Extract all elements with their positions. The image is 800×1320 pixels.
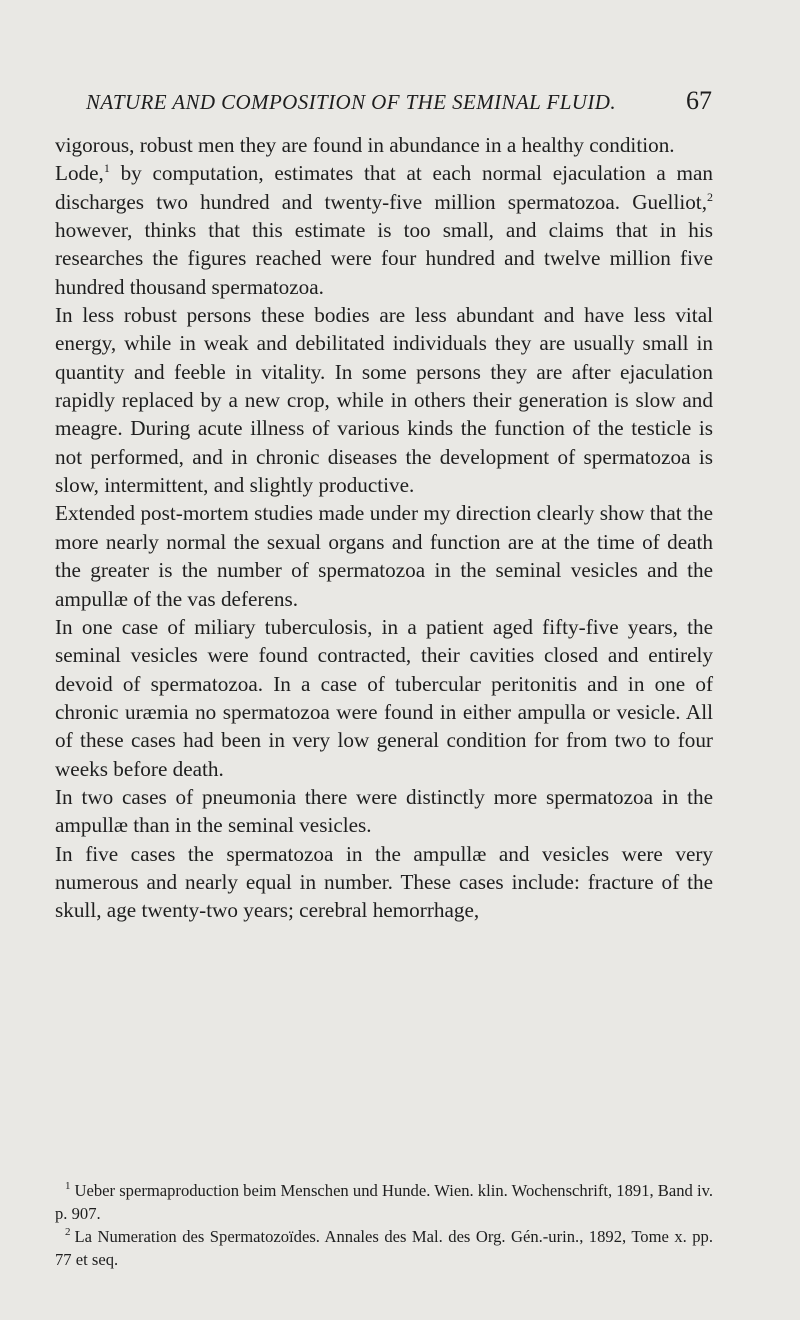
running-head	[86, 86, 712, 116]
footnote	[55, 1179, 713, 1225]
paragraph: vigorous, robust men they are found in abundance in a healthy condition.	[55, 133, 675, 157]
footnotes	[55, 1179, 713, 1271]
paragraph-text: Lode,	[55, 161, 104, 186]
footnote	[55, 1225, 713, 1271]
paragraph-text: by computation, estimates that at each normal ejaculation a man discharges two hundred and twenty-five million spermatozoa. Guelliot,	[55, 161, 713, 214]
footnote-text: La Numeration des Spermatozoïdes. Annales des Mal. des Org. Gén.-urin., 1892, Tome x. pp. 77 et seq.	[55, 1227, 713, 1269]
paragraph-text: however, thinks that this estimate is too small, and claims that in his researches the figures reached were four hundred and twelve million five hundred thousand spermatozoa.	[55, 218, 713, 299]
footnote-ref: 1	[103, 161, 110, 176]
page-number: 67	[686, 86, 712, 115]
footnote-number: 1	[65, 1180, 71, 1193]
paragraph	[55, 159, 713, 301]
footnote-number: 2	[65, 1226, 71, 1239]
paragraph: In one case of miliary tuberculosis, in a patient aged fifty-five years, the seminal vesicles were found contracted, their cavities closed and entirely devoid of spermatozoa. In a case of tubercular peritonitis and in one of chronic uræmia no spermatozoa were found in either ampulla or vesicle. All of these cases had been in very low general condition for from two to four weeks before death.	[55, 614, 713, 781]
body-text	[55, 131, 713, 925]
paragraph: Extended post-mortem studies made under my direction clearly show that the more nearly normal the sexual organs and function are at the time of death the greater is the number of spermatozoa in the seminal vesicles and the ampullæ of the vas deferens.	[55, 501, 713, 611]
paragraph: In two cases of pneumonia there were distinctly more spermatozoa in the ampullæ than in the seminal vesicles.	[55, 784, 713, 838]
paragraph: In less robust persons these bodies are less abundant and have less vital energy, while in weak and debilitated individuals they are usually small in quantity and feeble in vitality. In some persons they are after ejaculation rapidly replaced by a new crop, while in others their generation is slow and meagre. During acute illness of various kinds the function of the testicle is not performed, and in chronic diseases the development of spermatozoa is slow, intermittent, and slightly productive.	[55, 303, 713, 498]
running-head-title: NATURE AND COMPOSITION OF THE SEMINAL FLUID.	[86, 90, 616, 114]
paragraph: In five cases the spermatozoa in the ampullæ and vesicles were very numerous and nearly equal in number. These cases include: fracture of the skull, age twenty-two years; cerebral hemorrhage,	[55, 841, 713, 923]
footnote-ref: 2	[707, 189, 713, 204]
footnote-text: Ueber spermaproduction beim Menschen und Hunde. Wien. klin. Wochenschrift, 1891, Band iv. p. 907.	[55, 1181, 713, 1223]
